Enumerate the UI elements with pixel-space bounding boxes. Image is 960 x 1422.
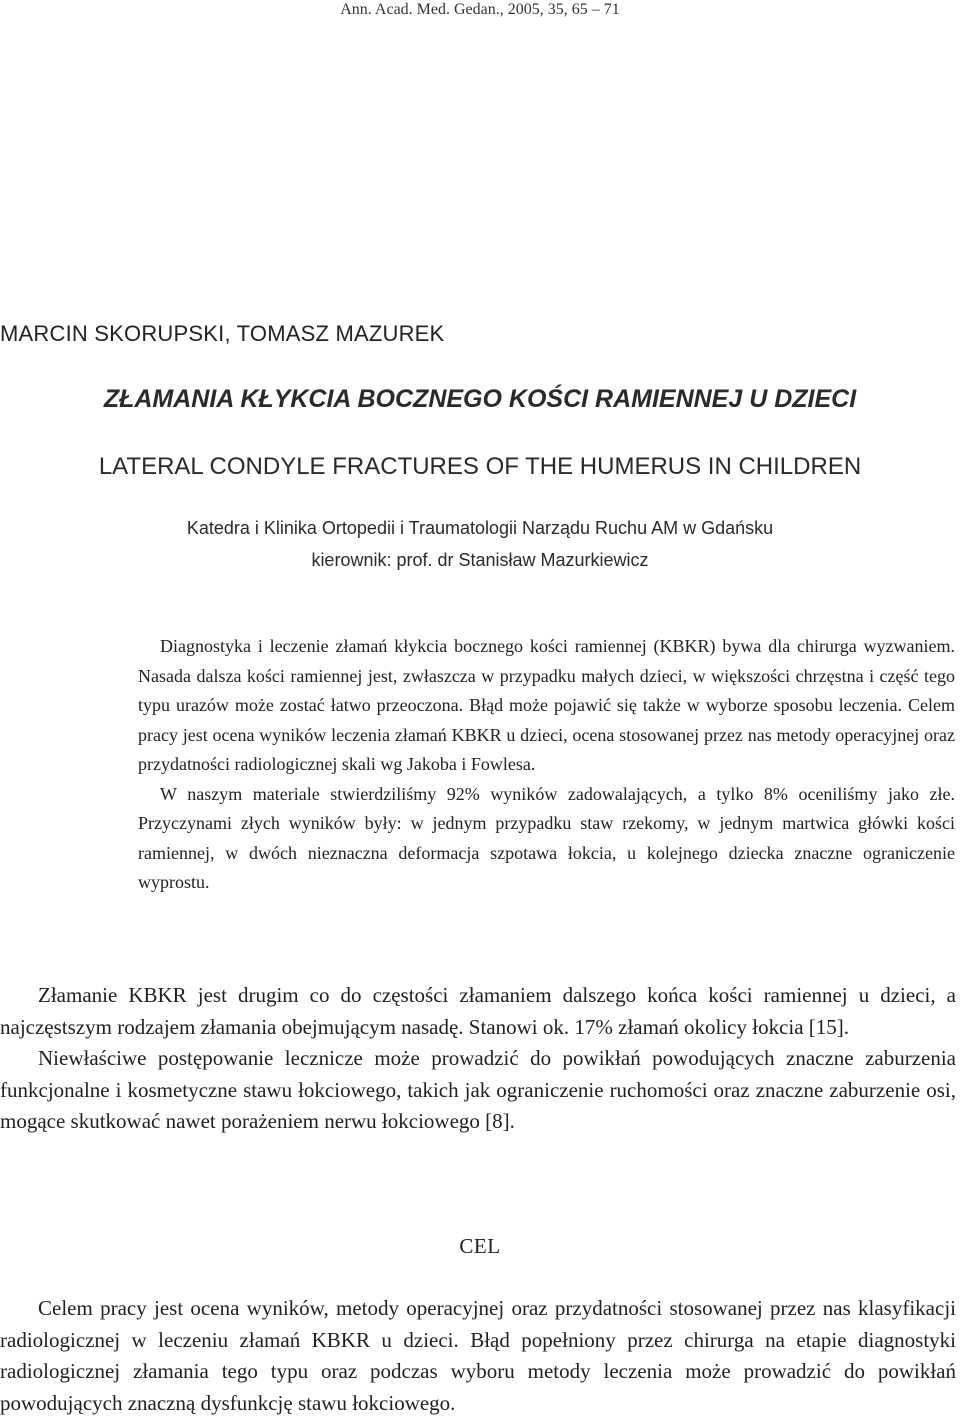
intro-paragraph-2: Niewłaściwe postępowanie lecznicze może prowadzić do powikłań powodujących znaczne zaburzenia funkcjonalne i kosmetyczne stawu łokciowego, takich jak ograniczenie ruchomości oraz znaczne zaburzenie osi, mogące skutkować nawet porażeniem nerwu łokciowego [8]. (0, 1046, 956, 1133)
title-english: LATERAL CONDYLE FRACTURES OF THE HUMERUS IN CHILDREN (98, 453, 862, 480)
introduction (0, 980, 956, 1138)
section-heading-cel: CEL (459, 1234, 501, 1258)
affiliation-institution: Katedra i Klinika Ortopedii i Traumatologii Narządu Ruchu AM w Gdańsku (186, 518, 774, 538)
affiliation-head: kierownik: prof. dr Stanisław Mazurkiewicz (311, 550, 649, 570)
running-head: Ann. Acad. Med. Gedan., 2005, 35, 65 – 71 (340, 1, 620, 18)
title-polish: ZŁAMANIA KŁYKCIA BOCZNEGO KOŚCI RAMIENNEJ U DZIECI (103, 385, 857, 413)
intro-paragraph-1: Złamanie KBKR jest drugim co do częstości złamaniem dalszego końca kości ramiennej u dzieci, a najczęstszym rodzajem złamania obejmującym nasadę. Stanowi ok. 17% złamań okolicy łokcia [15]. (0, 983, 956, 1039)
abstract-paragraph-1: Diagnostyka i leczenie złamań kłykcia bocznego kości ramiennej (KBKR) bywa dla chirurga wyzwaniem. Nasada dalsza kości ramiennej jest, zwłaszcza w przypadku małych dzieci, w większości chrzęstna i część tego typu urazów może zostać łatwo przeoczona. Błąd może pojawić się także w wyborze sposobu leczenia. Celem pracy jest ocena wyników leczenia złamań KBKR u dzieci, ocena stosowanej przez nas metody operacyjnej oraz przydatności radiologicznej skali wg Jakoba i Fowlesa. (138, 636, 955, 774)
section-cel-body (0, 1293, 956, 1419)
abstract (138, 632, 955, 898)
cel-paragraph-1: Celem pracy jest ocena wyników, metody operacyjnej oraz przydatności stosowanej przez nas klasyfikacji radiologicznej w leczeniu złamań KBKR u dzieci. Błąd popełniony przez chirurga na etapie diagnostyki radiologicznej złamania tego typu oraz podczas wyboru metody leczenia może prowadzić do powikłań powodujących znaczną dysfunkcję stawu łokciowego. (0, 1296, 956, 1415)
authors: MARCIN SKORUPSKI, TOMASZ MAZUREK (0, 321, 445, 346)
abstract-paragraph-2: W naszym materiale stwierdziliśmy 92% wyników zadowalających, a tylko 8% oceniliśmy jako złe. Przyczynami złych wyników były: w jednym przypadku staw rzekomy, w jednym martwica główki kości ramiennej, w dwóch nieznaczna deformacja szpotawa łokcia, u kolejnego dziecka znaczne ograniczenie wyprostu. (138, 783, 955, 892)
